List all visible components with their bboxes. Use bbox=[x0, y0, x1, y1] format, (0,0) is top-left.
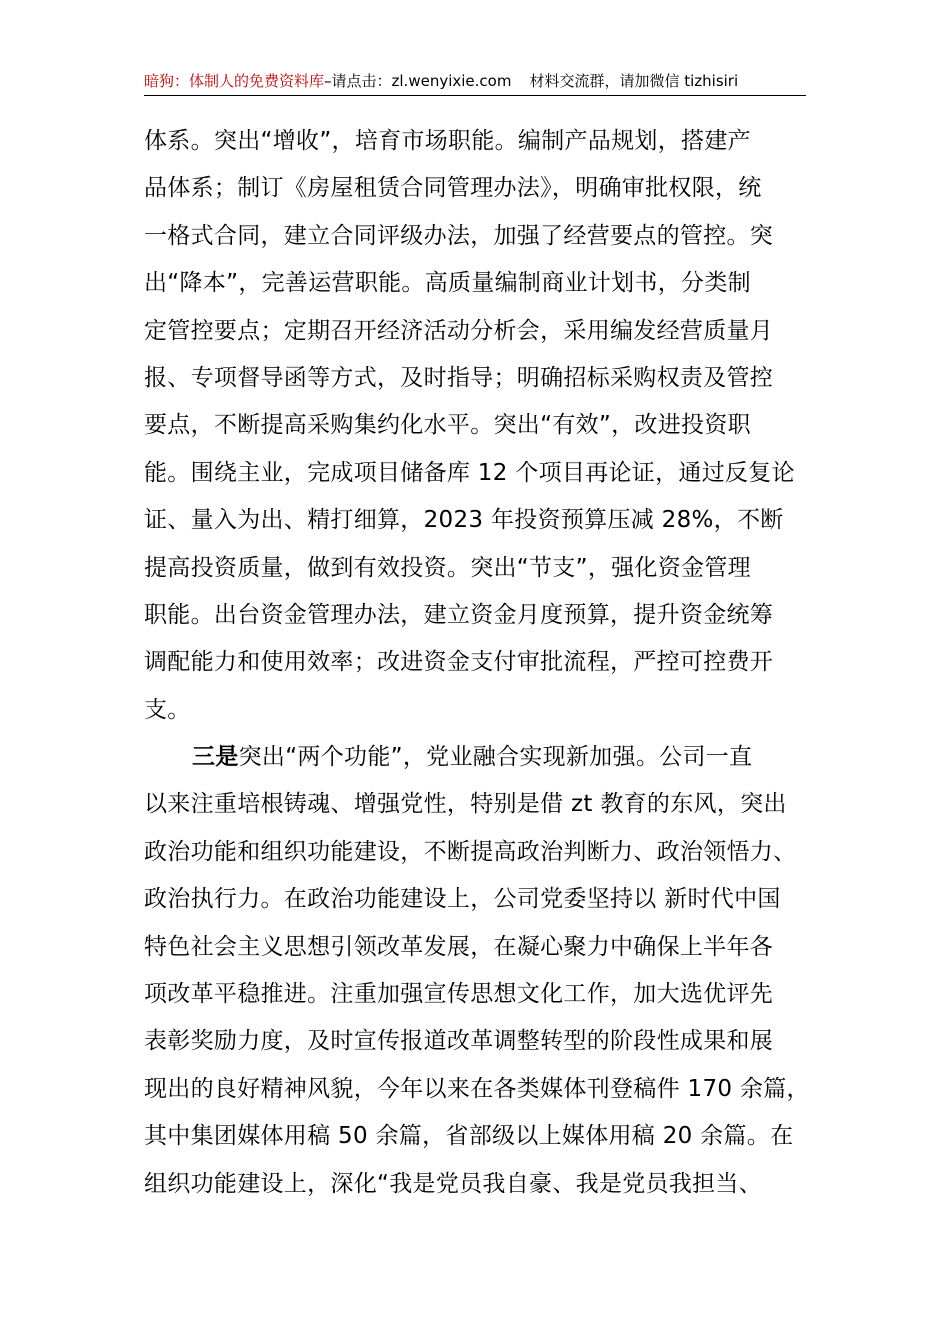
text-line: 提高投资质量，做到有效投资。突出“节支”，强化资金管理 bbox=[144, 554, 751, 581]
text-line: 以来注重培根铸魂、增强党性，特别是借 zt 教育的东风，突出 bbox=[144, 791, 787, 818]
text-line: 支。 bbox=[144, 696, 191, 723]
text-line: 调配能力和使用效率；改进资金支付审批流程，严控可控费开 bbox=[144, 649, 774, 676]
paragraph-lead: 三是 bbox=[192, 744, 239, 771]
text-line: 政治功能和组织功能建设，不断提高政治判断力、政治领悟力、 bbox=[144, 838, 797, 865]
text-line: 要点，不断提高采购集约化水平。突出“有效”，改进投资职 bbox=[144, 412, 751, 439]
text-line: 品体系；制订《房屋租赁合同管理办法》，明确审批权限，统 bbox=[144, 175, 762, 202]
text-line: 出“降本”，完善运营职能。高质量编制商业计划书，分类制 bbox=[144, 270, 751, 297]
text-line: 特色社会主义思想引领改革发展，在凝心聚力中确保上半年各 bbox=[144, 933, 774, 960]
text-line: 定管控要点；定期召开经济活动分析会，采用编发经营质量月 bbox=[144, 317, 774, 344]
text-line: 体系。突出“增收”，培育市场职能。编制产品规划，搭建产 bbox=[144, 128, 751, 154]
paragraph-first-line bbox=[144, 734, 806, 781]
text-line: 现出的良好精神风貌，今年以来在各类媒体刊登稿件 170 余篇， bbox=[144, 1075, 810, 1102]
text-line: 能。围绕主业，完成项目储备库 12 个项目再论证，通过反复论 bbox=[144, 459, 795, 486]
header-divider bbox=[144, 95, 806, 96]
text-line: 表彰奖励力度，及时宣传报道改革调整转型的阶段性成果和展 bbox=[144, 1028, 774, 1055]
text-line: 项改革平稳推进。注重加强宣传思想文化工作，加大选优评先 bbox=[144, 981, 774, 1008]
text-line: 一格式合同，建立合同评级办法，加强了经营要点的管控。突 bbox=[144, 222, 774, 249]
paragraph-first-text: 突出“两个功能”，党业融合实现新加强。公司一直 bbox=[238, 744, 753, 771]
text-line: 报、专项督导函等方式，及时指导；明确招标采购权责及管控 bbox=[144, 364, 774, 391]
header-site-label: 暗狗：体制人的免费资料库 bbox=[144, 72, 325, 90]
text-line: 其中集团媒体用稿 50 余篇，省部级以上媒体用稿 20 余篇。在 bbox=[144, 1123, 794, 1150]
document-body bbox=[144, 118, 810, 1208]
header-link[interactable]: –请点击：zl.wenyixie.com bbox=[324, 72, 512, 90]
text-line: 证、量入为出、精打细算，2023 年投资预算压减 28%，不断 bbox=[144, 507, 784, 534]
page-header bbox=[144, 70, 806, 94]
text-line: 组织功能建设上，深化“我是党员我自豪、我是党员我担当、 bbox=[144, 1170, 763, 1197]
text-line: 政治执行力。在政治功能建设上，公司党委坚持以 新时代中国 bbox=[144, 886, 781, 913]
header-contact: 材料交流群，请加微信 tizhisiri bbox=[529, 72, 739, 90]
text-line: 职能。出台资金管理办法，建立资金月度预算，提升资金统筹 bbox=[144, 601, 774, 628]
